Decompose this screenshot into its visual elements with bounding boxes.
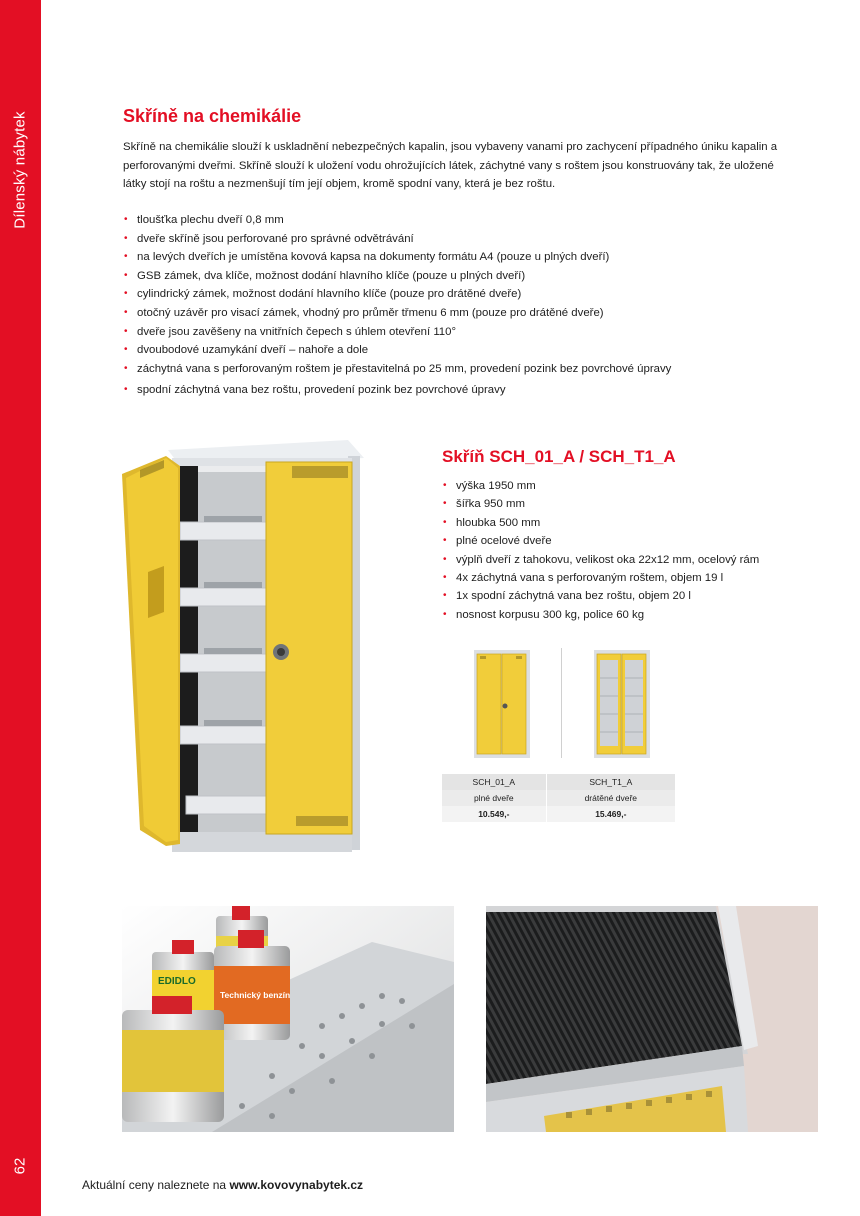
- variant-price: 15.469,-: [546, 806, 675, 822]
- bullet-icon: •: [124, 214, 128, 225]
- list-item: • 4x záchytná vana s perforovaným roštem, objem 19 l: [442, 569, 759, 587]
- can-label-2: Technický benzín: [220, 990, 291, 1000]
- bullet-icon: •: [124, 251, 128, 263]
- bullet-icon: •: [443, 498, 447, 510]
- list-item: • plné ocelové dveře: [442, 532, 759, 550]
- footer-link[interactable]: www.kovovynabytek.cz: [229, 1178, 364, 1192]
- table-row: [442, 790, 676, 806]
- table-row: [442, 774, 676, 790]
- bullet-icon: •: [443, 480, 447, 491]
- list-item: • výška 1950 mm: [442, 477, 759, 495]
- variant-code: SCH_01_A: [442, 774, 546, 790]
- price-table: [442, 774, 676, 822]
- variant-door: plné dveře: [442, 790, 546, 806]
- list-item: • cylindrický zámek, možnost dodání hlavního klíče (pouze pro drátěné dveře): [123, 285, 671, 304]
- bullet-icon: •: [124, 384, 128, 396]
- sidebar-section-label: Dílenský nábytek: [11, 111, 29, 229]
- list-item: • dvoubodové uzamykání dveří – nahoře a dole: [123, 341, 671, 360]
- spec-list: [442, 477, 759, 624]
- can-label-1: EDIDLO: [158, 976, 196, 987]
- bullet-icon: •: [124, 232, 128, 244]
- table-row: [442, 806, 676, 822]
- list-item: • tloušťka plechu dveří 0,8 mm: [123, 211, 671, 230]
- bullet-icon: •: [443, 590, 447, 602]
- thumbnail-sch-t1-a: [592, 648, 652, 760]
- bullet-icon: •: [124, 269, 128, 281]
- variant-door: drátěné dveře: [546, 790, 675, 806]
- intro-paragraph: Skříně na chemikálie slouží k uskladnění nebezpečných kapalin, jsou vybaveny vanami pro zachycení případného úniku kapalin a perforovanými dveřmi. Skříně slouží k uložení vodu ohrožujících látek, záchytné vany s roštem jsou konstruovány tak, že uložené látky stojí na roštu a nezmenšují tím její objem, kromě spodní vany, která je bez roštu.: [123, 141, 778, 190]
- list-item: • záchytná vana s perforovaným roštem je přestavitelná po 25 mm, provedení pozink bez povrchové úpravy: [123, 360, 671, 379]
- product-title: Skříň SCH_01_A / SCH_T1_A: [442, 447, 676, 466]
- bullet-icon: •: [124, 306, 128, 318]
- bullet-icon: •: [443, 608, 447, 620]
- bullet-icon: •: [124, 288, 128, 300]
- variant-code: SCH_T1_A: [546, 774, 675, 790]
- feature-list: [123, 211, 671, 400]
- thumbnail-sch-01-a: [472, 648, 532, 760]
- list-item: • spodní záchytná vana bez roštu, provedení pozink bez povrchové úpravy: [123, 381, 671, 400]
- bullet-icon: •: [124, 344, 128, 356]
- bullet-icon: •: [443, 535, 447, 547]
- list-item: • nosnost korpusu 300 kg, police 60 kg: [442, 606, 759, 624]
- section-title: Skříně na chemikálie: [123, 106, 302, 126]
- list-item: • šířka 950 mm: [442, 495, 759, 513]
- list-item: • dveře jsou zavěšeny na vnitřních čepech s úhlem otevření 110°: [123, 323, 671, 342]
- list-item: • na levých dveřích je umístěna kovová kapsa na dokumenty formátu A4 (pouze u plných dveří): [123, 248, 671, 267]
- footer-text: Aktuální ceny naleznete na: [82, 1178, 230, 1192]
- bullet-icon: •: [443, 572, 447, 584]
- bullet-icon: •: [124, 362, 128, 374]
- list-item: • otočný uzávěr pro visací zámek, vhodný pro průměr třmenu 6 mm (pouze pro drátěné dveře): [123, 304, 671, 323]
- footer: [82, 1178, 363, 1192]
- variant-price: 10.549,-: [442, 806, 546, 822]
- list-item: • GSB zámek, dva klíče, možnost dodání hlavního klíče (pouze u plných dveří): [123, 267, 671, 286]
- list-item: • hloubka 500 mm: [442, 514, 759, 532]
- cabinet-open-illustration: [120, 436, 365, 856]
- sidebar-band: [0, 0, 41, 1216]
- list-item: • výplň dveří z tahokovu, velikost oka 22x12 mm, ocelový rám: [442, 551, 759, 569]
- list-item: • dveře skříně jsou perforované pro správné odvětrávání: [123, 230, 671, 249]
- thumbnail-divider: [561, 648, 562, 758]
- page-number: 62: [11, 1157, 29, 1175]
- photo-tray-mat: [486, 906, 818, 1132]
- bullet-icon: •: [443, 516, 447, 528]
- bullet-icon: •: [124, 325, 128, 337]
- bullet-icon: •: [443, 553, 447, 565]
- list-item: • 1x spodní záchytná vana bez roštu, objem 20 l: [442, 587, 759, 605]
- photo-chemical-cans: [122, 906, 454, 1132]
